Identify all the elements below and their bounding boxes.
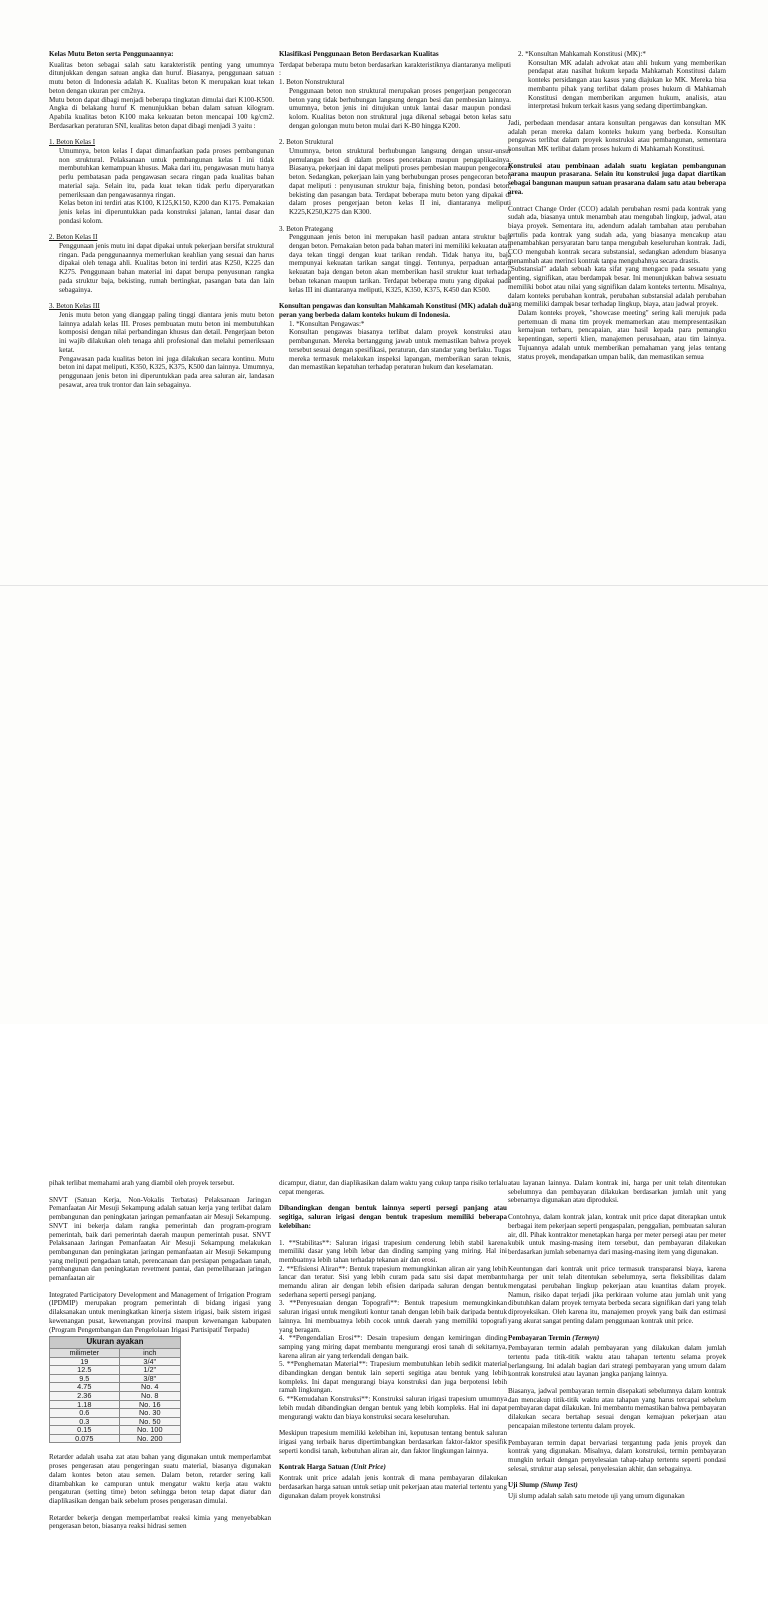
sieve-table-row — [50, 1426, 181, 1435]
top-page-band — [0, 0, 768, 585]
sieve-table-row — [50, 1391, 181, 1400]
column-mutu-beton — [49, 50, 274, 570]
paragraph-ipdmip: Integrated Participatory Development and Management of Irrigation Program (IPDMIP) merupakan program pemerintah di bidang irigasi yang dilaksanakan untuk meningkatkan kinerja sistem irigasi, baik sistem irigasi kewenangan pusat, kewenangan provinsi maupun kewenangan kabupaten (Program Pengembangan dan Pengelolaan Irigasi Partisipatif Terpadu) — [49, 1290, 271, 1334]
paragraph-kelas-1b: Kelas beton ini terdiri atas K100, K125,K150, K200 dan K175. Pemakaian jenis kelas ini diperuntukkan pada konstruksi jalanan, lantai dasar dan pondasi kolom. — [59, 199, 274, 225]
paragraph-kelas-1: Umumnya, beton kelas I dapat dimanfaatkan pada proses pembangunan non struktural. Pelaksanaan untuk pembangunan kelas I ini tidak membutuhkan kemampuan khusus. Maka dari itu, pengawasan mutu hanya perlu pembatasan pada pengawasan secara ringan pada kualitas bahan material saja. Selain itu, pada kuat tekan tidak perlu diperyaratkan pemeriksaan dan pengawasannya ringan. — [59, 147, 274, 199]
sieve-cell-inch: 3/8" — [119, 1374, 180, 1383]
paragraph-nonstruktural: Penggunaan beton non struktural merupakan proses pengerjaan pengecoran beton yang tidak berhubungan langsung dengan besi dan pembesian lainnya. umumnya, beton jenis ini ditujukan untuk lantai dasar maupun pondasi kolom. Kualitas beton non struktural juga dikenal sebagai beton kelas satu dengan golongan mutu beton mulai dari K-B0 hingga K200. — [289, 86, 511, 130]
paragraph-perbedaan: Jadi, perbedaan mendasar antara konsultan pengawas dan konsultan MK adalah peran mereka dalam konteks hukum yang berbeda. Konsultan pengawas terlibat dalam proyek konstruksi atau pembangunan, sementara konsultan MK terlibat dalam proses hukum di Mahkamah Konstitusi. — [508, 118, 726, 154]
paragraph-struktural: Umumnya, beton struktural berhubungan langsung dengan unsur-unsur pemulangan besi di dalam proses pencetakan maupun pengaplikasinya. Biasanya, pekerjaan ini dapat meliputi proses pembesian maupun pengecoran beton. Sedangkan, pekerjaan lain yang berhubungan proses pengecoran beton dapat meliputi : penyusunan struktur baja, finishing beton, pondasi beton, bekisting dan pasangan bata. Terdapat beberapa mutu beton yang dipakai di dalam proses pengerjaan beton kelas II ini, diantaranya meliputi K225,K250,K275 dan K300. — [289, 147, 511, 216]
sieve-table-row — [50, 1383, 181, 1392]
sieve-table-body — [50, 1357, 181, 1443]
heading-trapesium: Dibandingkan dengan bentuk lainnya seperti persegi panjang atau segitiga, saluran irigasi dengan bentuk trapesium memiliki beberapa kelebihan: — [279, 1204, 507, 1230]
paragraph-konsultan-pengawas: Konsultan pengawas biasanya terlibat dalam proyek konstruksi atau pembangunan. Mereka bertanggung jawab untuk memastikan bahwa proyek tersebut sesuai dengan spesifikasi, peraturan, dan standar yang berlaku. Tugas mereka termasuk melakukan inspeksi lapangan, memberikan saran teknis, dan memastikan kepatuhan terhadap peraturan hukum dan keselamatan. — [289, 328, 511, 372]
paragraph-keuntungan: Keuntungan dari kontrak unit price termasuk transparansi biaya, karena harga per unit telah ditentukan sebelumnya, serta fleksibilitas dalam mengatasi perubahan lingkup pekerjaan atau kuantitas dalam proyek. Namun, risiko dapat terjadi jika perkiraan volume atau jumlah unit yang dibutuhkan dalam proyek ternyata berbeda secara signifikan dari yang telah diproyeksikan. Oleh karena itu, manajemen proyek yang baik dan estimasi yang akurat sangat penting dalam penggunaan kontrak unit price. — [508, 1264, 726, 1325]
sieve-cell-inch: No. 200 — [119, 1434, 180, 1443]
list-item-topografi: 3. **Penyesuaian dengan Topografi**: Bentuk trapesium memungkinkan saluran irigasi untuk mengikuti kontur tanah dengan lebih baik daripada bentuk lainnya. Ini membuatnya lebih cocok untuk daerah yang memiliki topografi yang beragam. — [279, 1299, 507, 1334]
paragraph-konstruksi-bold: Konstruksi atau pembinaan adalah suatu kegiatan pembangunan sarana maupun prasarana. Selain itu konstruksi juga dapat diartikan sebagai bangunan maupun satuan prasarana dalam satu atau beberapa area. — [508, 161, 726, 196]
heading-kelas-mutu: Kelas Mutu Beton serta Penggunaannya: — [49, 50, 174, 58]
sieve-table-caption: Ukuran ayakan — [49, 1336, 181, 1348]
paragraph-contoh: Contohnya, dalam kontrak jalan, kontrak unit price dapat diterapkan untuk berbagai item pekerjaan seperti pengaspalan, penggalian, pembuatan saluran air, dll. Pihak kontraktor menetapkan harga per meter persegi atau per meter kubik untuk masing-masing item tersebut, dan pembayaran dilakukan berdasarkan jumlah sebenarnya dari masing-masing item yang digunakan. — [508, 1213, 726, 1256]
heading-kontrak-harga-satuan — [279, 1463, 507, 1472]
paragraph-kontrak-unit-price: Kontrak unit price adalah jenis kontrak di mana pembayaran dilakukan berdasarkan harga satuan untuk setiap unit pekerjaan atau material tertentu yang digunakan dalam proyek konstruksi — [279, 1474, 507, 1500]
subheading-nonstruktural: 1. Beton Nonstruktural — [279, 78, 345, 87]
heading-kontrak-italic: (Unit Price) — [350, 1463, 386, 1472]
paragraph-continued-3: atau layanan lainnya. Dalam kontrak ini, harga per unit telah ditentukan sebelumnya dan pembayaran dilakukan berdasarkan jumlah unit yang sebenarnya digunakan atau diproduksi. — [508, 1179, 726, 1205]
list-item-konsultan-pengawas: 1. *Konsultan Pengawas:* — [289, 319, 365, 328]
paragraph-showcase: Dalam konteks proyek, "showcase meeting" sering kali merujuk pada pertemuan di mana tim proyek memamerkan atau mempresentasikan kemajuan terbaru, pencapaian, atau hasil kepada para pemangku kepentingan, seperti klien, manajemen perusahaan, atau tim lainnya. Tujuannya adalah untuk memberikan pemahaman yang jelas tentang status proyek, mendapatkan umpan balik, dan memastikan semua — [518, 308, 726, 361]
sieve-cell-inch: 1/2" — [119, 1366, 180, 1375]
sieve-cell-mm: 12.5 — [50, 1366, 120, 1375]
sieve-cell-mm: 4.75 — [50, 1383, 120, 1392]
sieve-cell-inch: No. 30 — [119, 1409, 180, 1418]
paragraph-termin-2: Biasanya, jadwal pembayaran termin disepakati sebelumnya dalam kontrak dan mencakup titik-titik waktu atau tahapan yang harus tercapai sebelum pembayaran dapat dilakukan. Ini membantu memastikan bahwa pembayaran dilakukan secara bertahap sesuai dengan kemajuan pekerjaan atau pencapaian milestone tertentu dalam proyek. — [508, 1387, 726, 1430]
heading-uji-slump — [508, 1481, 726, 1490]
paragraph-kelas-2: Penggunaan jenis mutu ini dapat dipakai untuk pekerjaan bersifat struktural ringan. Pada penggunaannya memerlukan keahlian yang sesuai dan harus dipakai oleh tenaga ahli. Kualitas beton ini terdiri atas K250, K225 dan K275. Penggunaan bahan material ini dapat berupa penyusunan rangka pada struktur baja, bekisting, rumah bertingkat, pasangan bata dan lain sebagainya. — [59, 242, 274, 294]
sieve-table-row — [50, 1400, 181, 1409]
sieve-cell-mm: 2.36 — [50, 1391, 120, 1400]
paragraph-intro-2: Mutu beton dapat dibagi menjadi beberapa tingkatan dimulai dari K100-K500. Angka di belakang huruf K menunjukkan beban dalam satuan kilogram. Apabila kualitas beton K100 maka kekuatan beton mencapai 100 kg/cm2. Berdasarkan peraturan SNI, kualitas beton dapat dibagi menjadi 3 yaitu : — [49, 95, 274, 130]
subheading-prategang: 3. Beton Prategang — [279, 224, 334, 233]
list-item-konsultan-mk: 2. *Konsultan Mahkamah Konstitusi (MK):* — [518, 50, 646, 58]
list-item-konstruksi: 6. **Kemudahan Konstruksi**: Konstruksi saluran irigasi trapesium umumnya lebih mudah dibandingkan dengan bentuk yang lebih kompleks. Hal ini dapat mengurangi waktu dan biaya konstruksi secara keseluruhan. — [279, 1395, 507, 1421]
paragraph-klasifikasi-intro: Terdapat beberapa mutu beton berdasarkan karakteristiknya diantaranya meliputi : — [279, 60, 511, 78]
list-item-stabilitas: 1. **Stabilitas**: Saluran irigasi trapesium cenderung lebih stabil karena memiliki dasar yang lebih lebar dan dinding samping yang miring. Hal ini membuatnya lebih tahan terhadap tekanan air dan erosi. — [279, 1238, 507, 1264]
paragraph-kesimpulan: Meskipun trapesium memiliki kelebihan ini, keputusan tentang bentuk saluran irigasi yang terbaik harus dipertimbangkan berdasarkan faktor-faktor spesifik seperti kondisi tanah, kebutuhan aliran air, dan faktor lingkungan lainnya. — [279, 1429, 507, 1455]
paragraph-uji-slump: Uji slump adalah salah satu metode uji yang umum digunakan — [508, 1492, 685, 1501]
paragraph-termin-3: Pembayaran termin dapat bervariasi tergantung pada jenis proyek dan kontrak yang digunakan. Misalnya, dalam konstruksi, termin pembayaran mungkin terkait dengan penyelesaian tahap-tahap tertentu seperti pondasi selesai, struktur atap selesai, penyelesaian akhir, dan sebagainya. — [508, 1438, 726, 1473]
sieve-table-header-row — [50, 1348, 181, 1357]
paragraph-retarder-2: Retarder bekerja dengan memperlambat reaksi kimia yang menyebabkan pengerasan beton, biasanya reaksi hidrasi semen — [49, 1513, 271, 1531]
sieve-table-row — [50, 1409, 181, 1418]
sieve-cell-inch: No. 16 — [119, 1400, 180, 1409]
sieve-header-inch: inch — [119, 1348, 180, 1357]
paragraph-kelas-3: Jenis mutu beton yang dianggap paling tinggi diantara jenis mutu beton lainnya adalah kelas III. Proses pembuatan mutu beton ini membutuhkan komposisi dengan nilai perbandingan khusus dan detail. Pengerjaan beton ini wajib dilakukan oleh tenaga ahli profesional dan melalui pemeriksaan ketat. — [59, 310, 274, 354]
column-klasifikasi — [279, 50, 511, 570]
list-item-erosi: 4. **Pengendalian Erosi**: Desain trapesium dengan kemiringan dinding samping yang miring dapat membantu mengurangi erosi tanah di sekitarnya, karena aliran air yang terkendali dengan baik. — [279, 1334, 507, 1360]
heading-pembayaran-termin — [508, 1334, 726, 1343]
paragraph-continued: pihak terlibat memahami arah yang diambil oleh proyek tersebut. — [49, 1179, 235, 1187]
bottom-page-band — [0, 585, 768, 1531]
sieve-table-row — [50, 1434, 181, 1443]
sieve-cell-mm: 0.075 — [50, 1434, 120, 1443]
paragraph-intro: Kualitas beton sebagai salah satu karakteristik penting yang umumnya ditunjukkan dengan satuan angka dan huruf. Biasanya, penggunaan satuan mutu beton di Indonesia adalah K. Kualitas beton K merupakan kuat tekan beton dengan ukuran per cm2nya. — [49, 60, 274, 95]
heading-klasifikasi: Klasifikasi Penggunaan Beton Berdasarkan Kualitas — [279, 50, 439, 58]
column-trapesium — [279, 1179, 507, 1609]
sieve-cell-mm: 9.5 — [50, 1374, 120, 1383]
sieve-cell-inch: 3/4" — [119, 1357, 180, 1366]
sieve-table-row — [50, 1374, 181, 1383]
paragraph-retarder: Retarder adalah usaha zat atau bahan yang digunakan untuk memperlambat proses pengerasan atau pengeringan suatu material, biasanya digunakan dalam kontes beton atau semen. Dalam beton, retarder sering kali ditambahkan ke campuran untuk mengatur waktu kerja atau waktu pengaturan (setting time) beton sehingga beton tetap dapat diatur dan diaplikasikan dengan baik sebelum proses pengerasan dimulai. — [49, 1453, 271, 1505]
heading-kontrak-text: Kontrak Harga Satuan — [279, 1463, 350, 1472]
subheading-kelas-1: 1. Beton Kelas I — [49, 138, 96, 147]
sieve-cell-mm: 0.3 — [50, 1417, 120, 1426]
sieve-cell-mm: 1.18 — [50, 1400, 120, 1409]
heading-termin-italic: (Termyn) — [572, 1333, 600, 1342]
sieve-table-row — [50, 1357, 181, 1366]
paragraph-termin: Pembayaran termin adalah pembayaran yang dilakukan dalam jumlah tertentu pada titik-titik waktu atau tahapan tertentu selama proyek berlangsung. Ini adalah bagian dari strategi pembayaran yang umum dalam kontrak konstruksi atau layanan jangka panjang lainnya. — [508, 1344, 726, 1379]
paragraph-substansial: "Substansial" adalah sebuah kata sifat yang mengacu pada sesuatu yang penting, signifikan, atau berdampak besar. Ini menunjukkan bahwa sesuatu memiliki bobot atau nilai yang signifikan dalam konteks tertentu. Misalnya, dalam konteks perubahan kontrak, perubahan substansial adalah perubahan yang memiliki dampak besar terhadap lingkup, biaya, atau jadwal proyek. — [508, 265, 726, 309]
sieve-table-row — [50, 1417, 181, 1426]
sieve-cell-inch: No. 50 — [119, 1417, 180, 1426]
paragraph-snvt: SNVT (Satuan Kerja, Non-Vokalis Terbatas) Pelaksanaan Jaringan Pemanfaatan Air Mesuji Sekampung adalah satuan kerja yang terlibat dalam pembangunan dan peningkatan jaringan pemanfaatan air Mesuji Sekampung. SNVT ini bekerja dalam rangka pemerintah dan program-program pemerintah, baik dari pemerintah daerah maupun pemerintah pusat. SNVT Pelaksanaan Jaringan Pemanfaatan Air Mesuji Sekampung melakukan pembangunan dan peningkatan jaringan pemanfaatan air Mesuji Sekampung yang meliputi pengadaan tanah, perencanaan dan persiapan pengadaan tanah, pembangunan dan peningkatan revetment pantai, dan pemeliharaan jaringan pemanfaatan air — [49, 1195, 271, 1283]
column-konsultan-mk — [508, 50, 726, 570]
heading-konsultan: Konsultan pengawas dan konsultan Mahkamah Konstitusi (MK) adalah dua peran yang berbeda dalam konteks hukum di Indonesia. — [279, 302, 511, 319]
subheading-kelas-3: 3. Beton Kelas III — [49, 302, 100, 311]
subheading-kelas-2: 2. Beton Kelas II — [49, 233, 98, 242]
sieve-cell-mm: 19 — [50, 1357, 120, 1366]
list-item-material: 5. **Penghematan Material**: Trapesium membutuhkan lebih sedikit material dibandingkan dengan bentuk lain seperti segitiga atau bentuk yang lebih kompleks. Ini dapat mengurangi biaya konstruksi dan juga berpotensi lebih ramah lingkungan. — [279, 1360, 507, 1395]
sieve-cell-inch: No. 100 — [119, 1426, 180, 1435]
sieve-cell-inch: No. 4 — [119, 1383, 180, 1392]
sieve-header-mm: milimeter — [50, 1348, 120, 1357]
paragraph-cco: Contract Change Order (CCO) adalah perubahan resmi pada kontrak yang sudah ada, biasanya untuk menambah atau mengubah lingkup, jadwal, atau biaya proyek. Sementara itu, adendum adalah tambahan atau perubahan tertulis pada kontrak yang sudah ada, yang biasanya mencakup atau menambahkan persyaratan baru tanpa mengubah keseluruhan kontrak. Jadi, CCO mengubah kontrak secara substansial, sedangkan adendum biasanya menambah atau merinci kontrak tanpa mengubahnya secara drastis. — [508, 204, 726, 265]
list-item-efisiensi: 2. **Efisiensi Aliran**: Bentuk trapesium memungkinkan aliran air yang lebih lancar dan teratur. Sisi yang lebih curam pada satu sisi dapat membantu memandu aliran air dengan lebih efisien daripada saluran dengan bentuk sederhana seperti persegi panjang. — [279, 1264, 507, 1299]
paragraph-continued-2: dicampur, diatur, dan diaplikasikan dalam waktu yang cukup tanpa risiko terlalu cepat mengeras. — [279, 1179, 507, 1196]
heading-slump-text: Uji Slump — [508, 1481, 539, 1490]
column-snvt — [49, 1179, 271, 1609]
sieve-cell-mm: 0.15 — [50, 1426, 120, 1435]
sieve-cell-mm: 0.6 — [50, 1409, 120, 1418]
paragraph-konsultan-mk: Konsultan MK adalah advokat atau ahli hukum yang memberikan pendapat atau nasihat hukum kepada Mahkamah Konstitusi dalam konteks persidangan atau kasus yang diajukan ke MK. Mereka bisa membantu pihak yang terlibat dalam proses hukum di Mahkamah Konstitusi dengan memberikan argumen hukum, analisis, atau interpretasi hukum terkait kasus yang sedang dipertimbangkan. — [528, 58, 726, 111]
sieve-table-row — [50, 1366, 181, 1375]
paragraph-kelas-3b: Pengawasan pada kualitas beton ini juga dilakukan secara kontinu. Mutu beton ini dapat meliputi, K350, K325, K375, K500 dan lainnya. Umumnya, penggunaan jenis beton ini diperuntukkan pada area saluran air, landasan pesawat, area truk trontor dan lain sebagainya. — [59, 354, 274, 389]
heading-termin-text: Pembayaran Termin — [508, 1333, 571, 1342]
heading-slump-italic: (Slump Test) — [540, 1481, 578, 1490]
subheading-struktural: 2. Beton Struktural — [279, 138, 334, 147]
sieve-cell-inch: No. 8 — [119, 1391, 180, 1400]
paragraph-prategang: Penggunaan jenis beton ini merupakan hasil paduan antara struktur baja dengan beton. Pemakaian beton pada bahan materi ini memiliki kekuatan atau daya tekan tinggi dengan kuat tarikan rendah. Tidak hanya itu, baja mempunyai kekuatan tarikan sangat tinggi. Tentunya, perpaduan antara kekuatan baja dengan beton akan memberikan hasil struktur kuat terhadap beban tekanan maupun tarikan. Terdapat beberapa mutu yang dipakai pada kelas III ini diantaranya meliputi, K325, K350, K375, K450 dan K500. — [289, 233, 511, 294]
sieve-size-table — [49, 1336, 181, 1443]
column-pembayaran — [508, 1179, 726, 1609]
